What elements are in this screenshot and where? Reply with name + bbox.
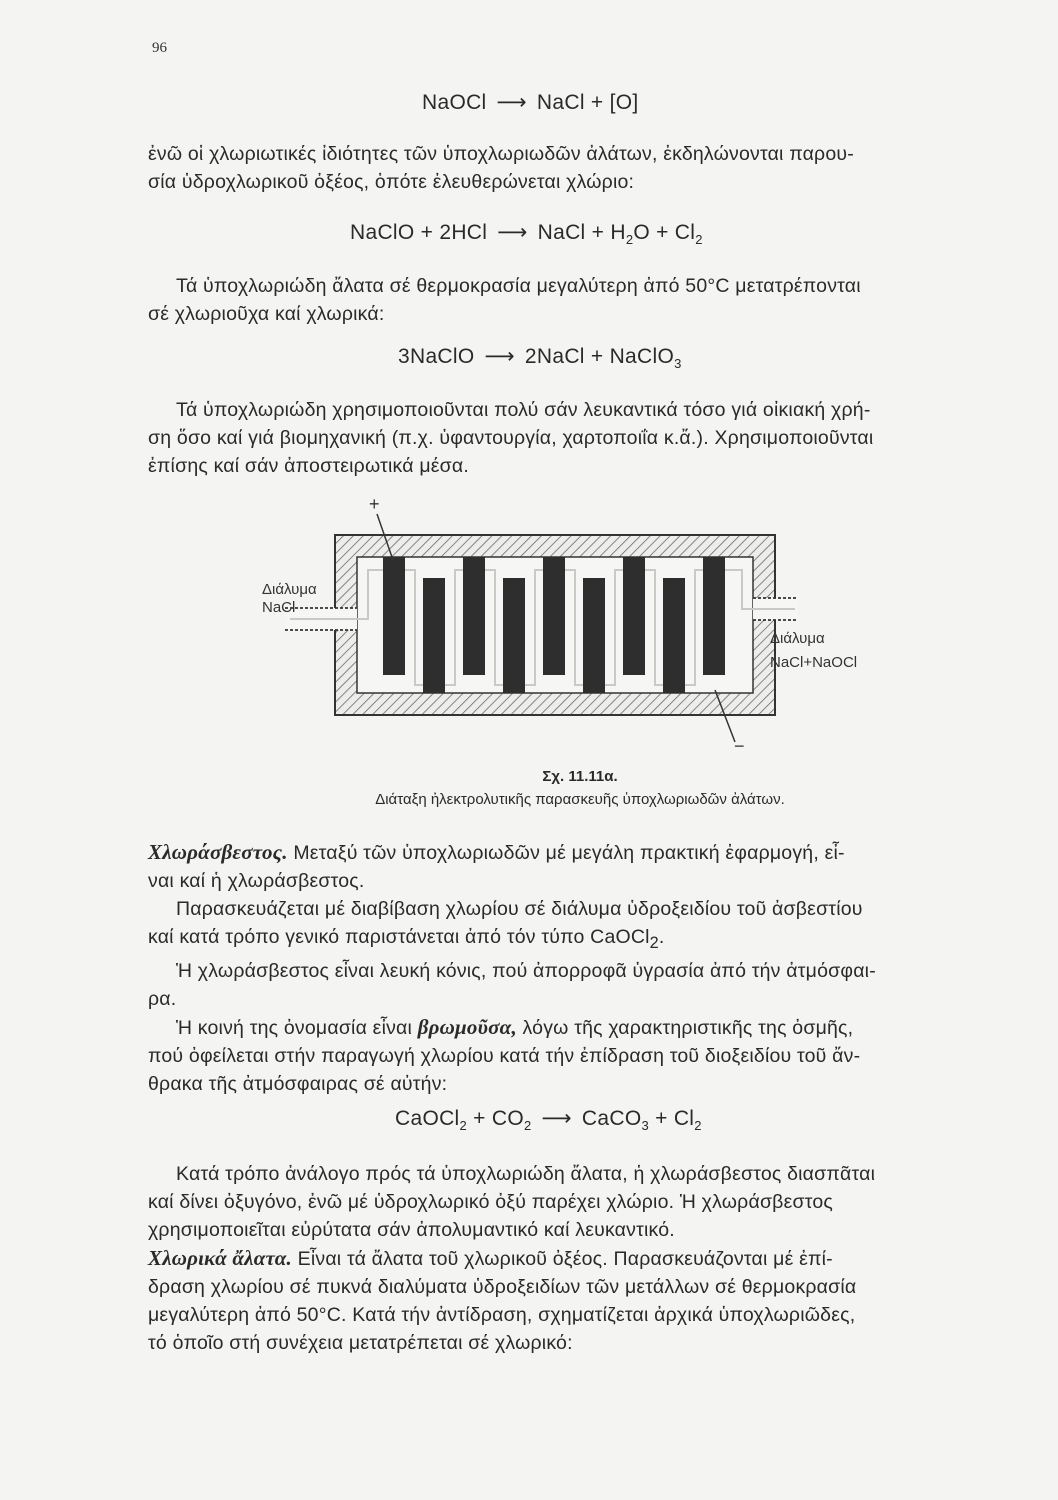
paragraph-2 [148,272,988,328]
text-line: ναι καί ἡ χλωράσβεστος. [148,870,365,892]
text-line: πού ὀφείλεται στήν παραγωγή χλωρίου κατά τήν ἐπίδραση τοῦ διοξειδίου τοῦ ἄν- [148,1044,861,1067]
section-heading: Χλωρικά ἄλατα. [148,1246,293,1270]
text-line: ἐπίσης καί σάν ἀποστειρωτικά μέσα. [148,455,469,477]
text-line: σία ὑδροχλωρικοῦ ὀξέος, ὁπότε ἐλευθερώνεται χλώριο: [148,171,635,193]
equation-1: NaOCl ⟶ NaCl + [O] [422,91,639,114]
equation-3: 3NaClO ⟶ 2NaCl + NaClO$_3$ [398,345,682,372]
text-line: ση ὅσο καί γιά βιομηχανική (π.χ. ὑφαντουργία, χαρτοποιΐα κ.ἄ.). Χρησιμοποιοῦνται [148,427,874,449]
section-heading: Χλωράσβεστος. [148,840,288,864]
electrode [623,557,645,675]
electrode [703,557,725,675]
negative-terminal-label: − [734,736,745,756]
electrode [543,557,565,675]
text-line: Τά ὑποχλωριώδη ἄλατα σέ θερμοκρασία μεγαλύτερη ἀπό 50°C μετατρέπονται [176,275,861,297]
electrode [463,557,485,675]
text-line: Ἡ κοινή της ὀνομασία εἶναι βρωμοῦσα, λόγω τῆς χαρακτηριστικῆς της ὀσμῆς, [176,1014,854,1039]
electrode [503,578,525,693]
text-line: καί κατά τρόπο γενικό παριστάνεται ἀπό τόν τύπο CaOCl$_2$. [148,926,665,952]
text-line: σέ χλωριοῦχα καί χλωρικά: [148,303,385,325]
positive-terminal-label: + [369,494,380,514]
text-line: Χλωρικά ἄλατα. Εἶναι τά ἄλατα τοῦ χλωρικοῦ ὀξέος. Παρασκευάζονται μέ ἐπί- [148,1246,833,1270]
figure-caption [310,768,850,808]
text-line: Χλωράσβεστος. Μεταξύ τῶν ὑποχλωριωδῶν μέ μεγάλη πρακτική ἐφαρμογή, εἶ- [148,840,845,864]
outlet-label: Διάλυμα NaCl+NaOCl [770,630,858,671]
text-line: ἐνῶ οἱ χλωριωτικές ἰδιότητες τῶν ὑποχλωριωδῶν ἀλάτων, ἐκδηλώνονται παρου- [148,143,854,165]
text-line: καί δίνει ὀξυγόνο, ἐνῶ μέ ὑδροχλωρικό ὀξύ παρέχει χλώριο. Ἡ χλωράσβεστος [148,1191,833,1213]
electrode [423,578,445,693]
text-line: τό ὁποῖο στή συνέχεια μετατρέπεται σέ χλωρικό: [148,1332,573,1354]
text-line: χρησιμοποιεῖται εὐρύτατα σάν ἀπολυμαντικό καί λευκαντικό. [148,1219,675,1241]
figure-caption-text: Διάταξη ἠλεκτρολυτικῆς παρασκευῆς ὑποχλωριωδῶν ἀλάτων. [375,791,785,808]
inlet-label: Διάλυμα NaCl [262,581,317,616]
equation-2: NaClO + 2HCl ⟶ NaCl + $H_2O + Cl_2$ [350,221,703,248]
section-chlorate-salts [148,1244,988,1357]
text-line: Παρασκευάζεται μέ διαβίβαση χλωρίου σέ διάλυμα ὑδροξειδίου τοῦ ἀσβεστίου [176,898,863,920]
electrolysis-cell-diagram [250,490,870,760]
section-chlorinated-lime [148,838,988,1098]
text-line: Ἡ χλωράσβεστος εἶναι λευκή κόνις, πού ἀπορροφᾶ ὑγρασία ἀπό τήν ἀτμόσφαι- [176,959,876,982]
text-line: ρα. [148,987,177,1010]
paragraph-3 [148,396,988,480]
text-line: θρακα τῆς ἀτμόσφαιρας σέ αὐτήν: [148,1072,448,1095]
electrode [663,578,685,693]
text-line: δραση χλωρίου σέ πυκνά διαλύματα ὑδροξειδίων τῶν μετάλλων σέ θερμοκρασία [148,1276,857,1298]
paragraph-5 [148,1160,988,1244]
electrode [583,578,605,693]
figure-number: Σχ. 11.11α. [542,768,618,785]
text-line: μεγαλύτερη ἀπό 50°C. Κατά τήν ἀντίδραση, σχηματίζεται ἀρχικά ὑποχλωριῶδες, [148,1304,856,1326]
text-line: Κατά τρόπο ἀνάλογο πρός τά ὑποχλωριώδη ἄλατα, ἡ χλωράσβεστος διασπᾶται [176,1163,876,1185]
electrode [383,557,405,675]
equation-4: CaOCl$_2$ + $CO_2$ ⟶ CaCO$_3$ + $Cl_2$ [395,1107,702,1134]
text-line: Τά ὑποχλωριώδη χρησιμοποιοῦνται πολύ σάν λευκαντικά τόσο γιά οἰκιακή χρή- [176,399,871,421]
paragraph-1 [148,140,988,196]
page-number: 96 [152,40,167,56]
